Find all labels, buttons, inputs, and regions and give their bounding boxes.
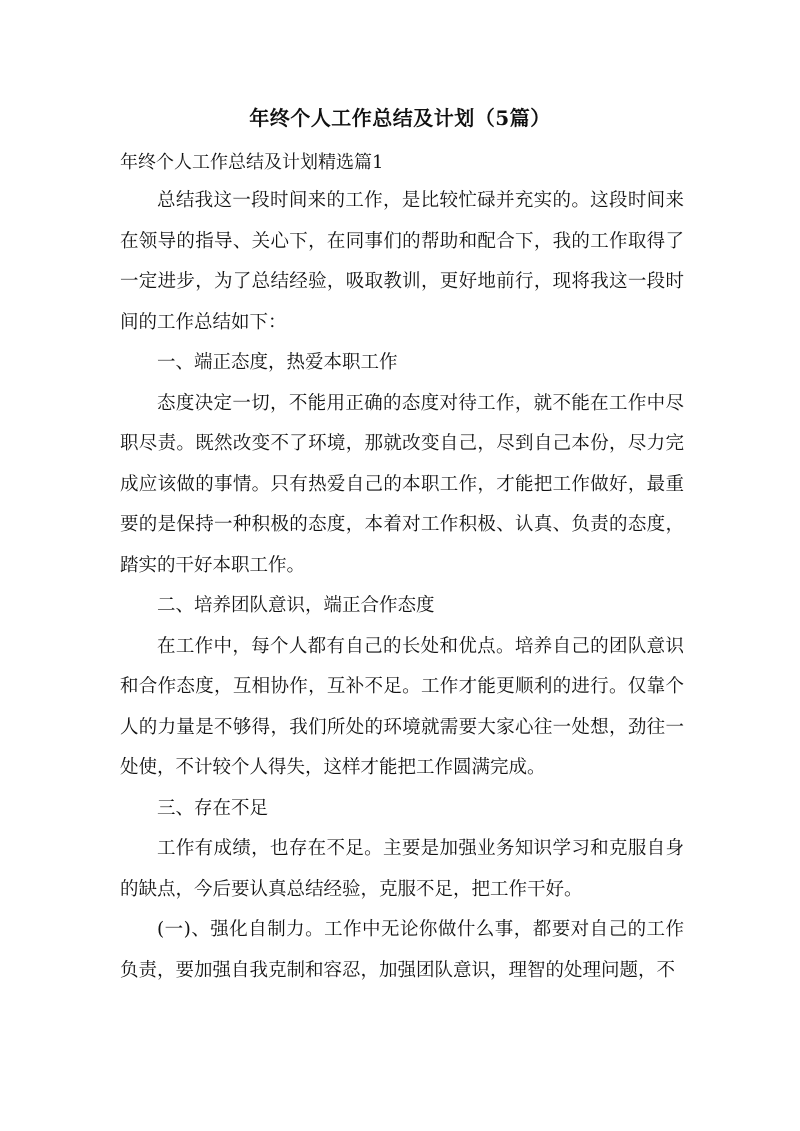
- paragraph-attitude: 态度决定一切，不能用正确的态度对待工作，就不能在工作中尽职尽责。既然改变不了环境，那就改变自己，尽到自己本份，尽力完成应该做的事情。只有热爱自己的本职工作，才能把工作做好，最重要的是保持一种积极的态度，本着对工作积极、认真、负责的态度，踏实的干好本职工作。: [120, 392, 684, 576]
- paragraph-shortcomings: 工作有成绩，也存在不足。主要是加强业务知识学习和克服自身的缺点，今后要认真总结经验，克服不足，把工作干好。: [120, 838, 684, 900]
- paragraph-self-discipline: (一)、强化自制力。工作中无论你做什么事，都要对自己的工作负责，要加强自我克制和容忍，加强团队意识，理智的处理问题，不: [120, 919, 684, 981]
- section-heading-1: 一、端正态度，热爱本职工作: [157, 352, 398, 373]
- paragraph-intro: 总结我这一段时间来的工作，是比较忙碌并充实的。这段时间来在领导的指导、关心下，在同事们的帮助和配合下，我的工作取得了一定进步，为了总结经验，吸取教训，更好地前行，现将我这一段时间的工作总结如下：: [120, 190, 684, 333]
- section-heading-2: 二、培养团队意识，端正合作态度: [157, 595, 435, 616]
- document-title: 年终个人工作总结及计划（5篇）: [249, 106, 551, 130]
- document-body: [120, 181, 684, 991]
- section-subtitle: 年终个人工作总结及计划精选篇1: [120, 152, 384, 173]
- paragraph-teamwork: 在工作中，每个人都有自己的长处和优点。培养自己的团队意识和合作态度，互相协作，互补不足。工作才能更顺利的进行。仅靠个人的力量是不够得，我们所处的环境就需要大家心往一处想，劲往一处使，不计较个人得失，这样才能把工作圆满完成。: [120, 635, 684, 778]
- section-heading-3: 三、存在不足: [157, 797, 269, 819]
